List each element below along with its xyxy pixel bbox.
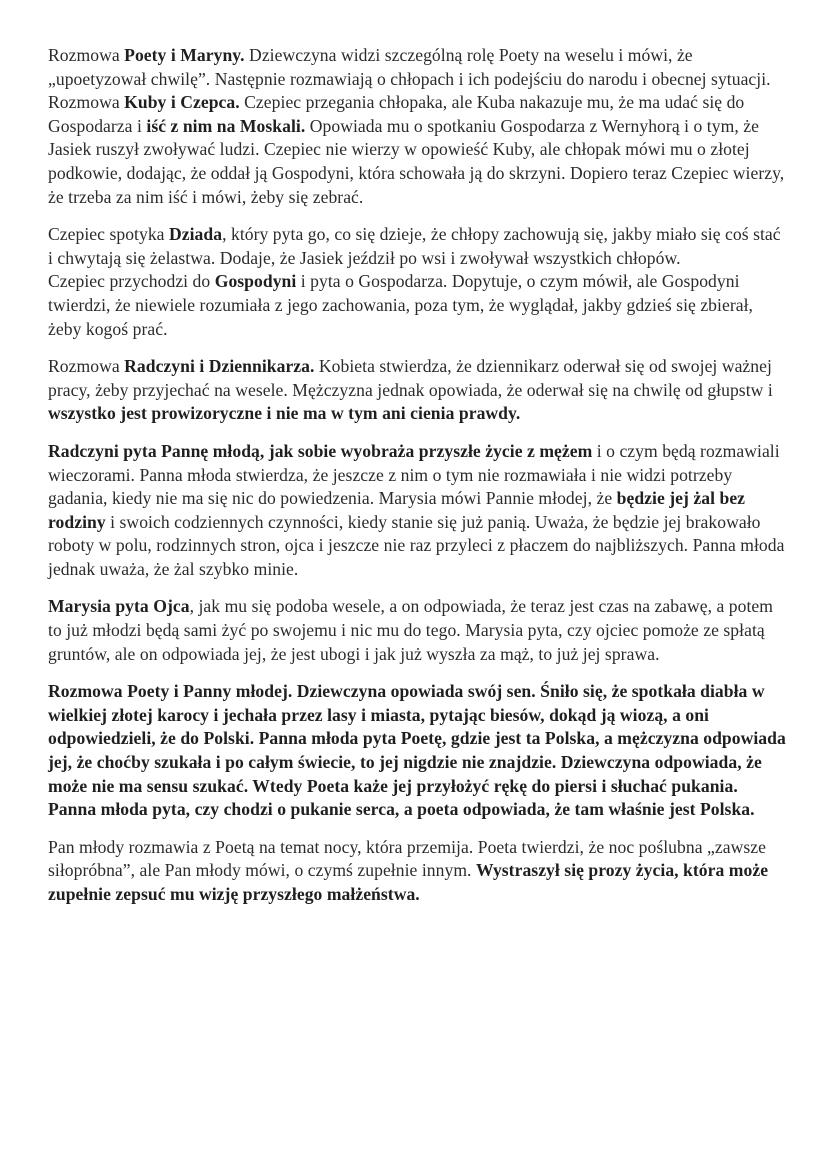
- text-run: Czepiec przegania chłopaka, ale Kuba nakazuje mu, że ma udać się do Gospodarza i: [48, 92, 745, 136]
- text-run: Pan młody rozmawia z Poetą na temat nocy, która przemija. Poeta twierdzi, że noc poślubna „zawsze siłopróbna”, ale Pan młody mówi, o czymś zupełnie innym.: [48, 836, 766, 881]
- text-run: Opowiada mu o spotkaniu Gospodarza z Wernyhorą i o tym, że Jasiek ruszył zwoływać ludzi. Czepiec nie wierzy w opowieść Kuby, ale chłopak mówi mu o złotej podkowie, dodając, że oddał ją Gospodyni, która schowała ją do skrzyni. Dopiero teraz Czepiec wierzy, że trzeba za nim iść i mówi, żeby się zebrać.: [48, 115, 785, 207]
- text-run: Dziewczyna widzi szczególną rolę Poety na weselu i mówi, że „upoetyzował chwilę”. Następnie rozmawiają o chłopach i ich podejściu do narodu i obecnej sytuacji.: [48, 45, 771, 89]
- paragraph: [48, 44, 790, 91]
- text-run: , jak mu się podoba wesele, a on odpowiada, że teraz jest czas na zabawę, a potem to już młodzi będą sami żyć po swojemu i nic mu do tego. Marysia pyta, czy ojciec pomoże ze spłatą gruntów, ale on odpowiada jej, że jest ubogi i jak już wyszła za mąż, to już jej sprawa.: [48, 596, 774, 664]
- text-run: , który pyta go, co się dzieje, że chłopy zachowują się, jakby miało się coś stać i chwytają się żelastwa. Dodaje, że Jasiek jeździł po wsi i zwoływał wszystkich chłopów.: [48, 224, 781, 268]
- paragraph-block: [48, 836, 790, 907]
- text-run: Rozmowa: [48, 92, 125, 113]
- paragraph: [48, 91, 790, 209]
- bold-text: będzie jej żal bez rodziny: [48, 488, 746, 532]
- text-run: Czepiec przychodzi do: [48, 271, 215, 292]
- paragraph-block: [48, 223, 790, 341]
- text-run: i pyta o Gospodarza. Dopytuje, o czym mówił, ale Gospodyni twierdzi, że niewiele rozumiała z jego zachowania, poza tym, że wyglądał, jakby gdzieś się zbierał, żeby kogoś prać.: [48, 271, 753, 339]
- paragraph: [48, 270, 790, 341]
- text-run: Rozmowa: [48, 356, 125, 377]
- paragraph: [48, 595, 790, 666]
- bold-text: wszystko jest prowizoryczne i nie ma w tym ani cienia prawdy.: [48, 403, 521, 424]
- bold-text: Rozmowa Poety i Panny młodej. Dziewczyna opowiada swój sen. Śniło się, że spotkała diabła w wielkiej złotej karocy i jechała przez lasy i miasta, pytając biesów, dokąd ją wiozą, a oni odpowiedzieli, że do Polski. Panna młoda pyta Poetę, gdzie jest ta Polska, a mężczyzna odpowiada jej, że choćby szukała i po całym świecie, to jej nigdzie nie znajdzie. Dziewczyna odpowiada, że może nie ma sensu szukać. Wtedy Poeta każe jej przyłożyć rękę do piersi i słuchać pukania. Panna młoda pyta, czy chodzi o pukanie serca, a poeta odpowiada, że tam właśnie jest Polska.: [48, 681, 786, 820]
- paragraph-block: [48, 595, 790, 666]
- text-run: i o czym będą rozmawiali wieczorami. Panna młoda stwierdza, że jeszcze z nim o tym nie rozmawiała i nie widzi potrzeby gadania, kiedy nie ma się nic do powiedzenia. Marysia mówi Pannie młodej, że: [48, 440, 780, 509]
- bold-text: Wystraszył się prozy życia, która może zupełnie zepsuć mu wizję przyszłego małżeństwa.: [48, 860, 769, 904]
- bold-text: Marysia pyta Ojca: [48, 596, 190, 617]
- document-page: [48, 44, 790, 921]
- paragraph-block: [48, 680, 790, 822]
- text-run: Kobieta stwierdza, że dziennikarz oderwał się od swojej ważnej pracy, żeby przyjechać na wesele. Mężczyzna jednak opowiada, że oderwał się na chwilę od głupstw i: [48, 356, 773, 400]
- paragraph: [48, 680, 790, 822]
- bold-text: Poety i Maryny.: [124, 45, 245, 65]
- bold-text: Kuby i Czepca.: [124, 92, 240, 113]
- paragraph-block: [48, 44, 790, 209]
- paragraph: [48, 836, 790, 907]
- bold-text: Radczyni pyta Pannę młodą, jak sobie wyobraża przyszłe życie z mężem: [48, 440, 593, 461]
- paragraph: [48, 440, 790, 582]
- bold-text: Dziada: [168, 224, 223, 245]
- bold-text: Gospodyni: [214, 271, 297, 292]
- text-run: Rozmowa: [48, 45, 125, 65]
- paragraph-block: [48, 440, 790, 582]
- bold-text: iść z nim na Moskali.: [146, 115, 306, 136]
- paragraph-block: [48, 355, 790, 426]
- text-run: i swoich codziennych czynności, kiedy stanie się już panią. Uważa, że będzie jej brakowało roboty w polu, rodzinnych stron, ojca i jeszcze nie raz przyleci z płaczem do najbliższych. Panna młoda jednak uważa, że żal szybko minie.: [48, 511, 785, 579]
- paragraph: [48, 223, 790, 270]
- text-run: Czepiec spotyka: [48, 224, 169, 245]
- bold-text: Radczyni i Dziennikarza.: [124, 356, 315, 377]
- paragraph: [48, 355, 790, 426]
